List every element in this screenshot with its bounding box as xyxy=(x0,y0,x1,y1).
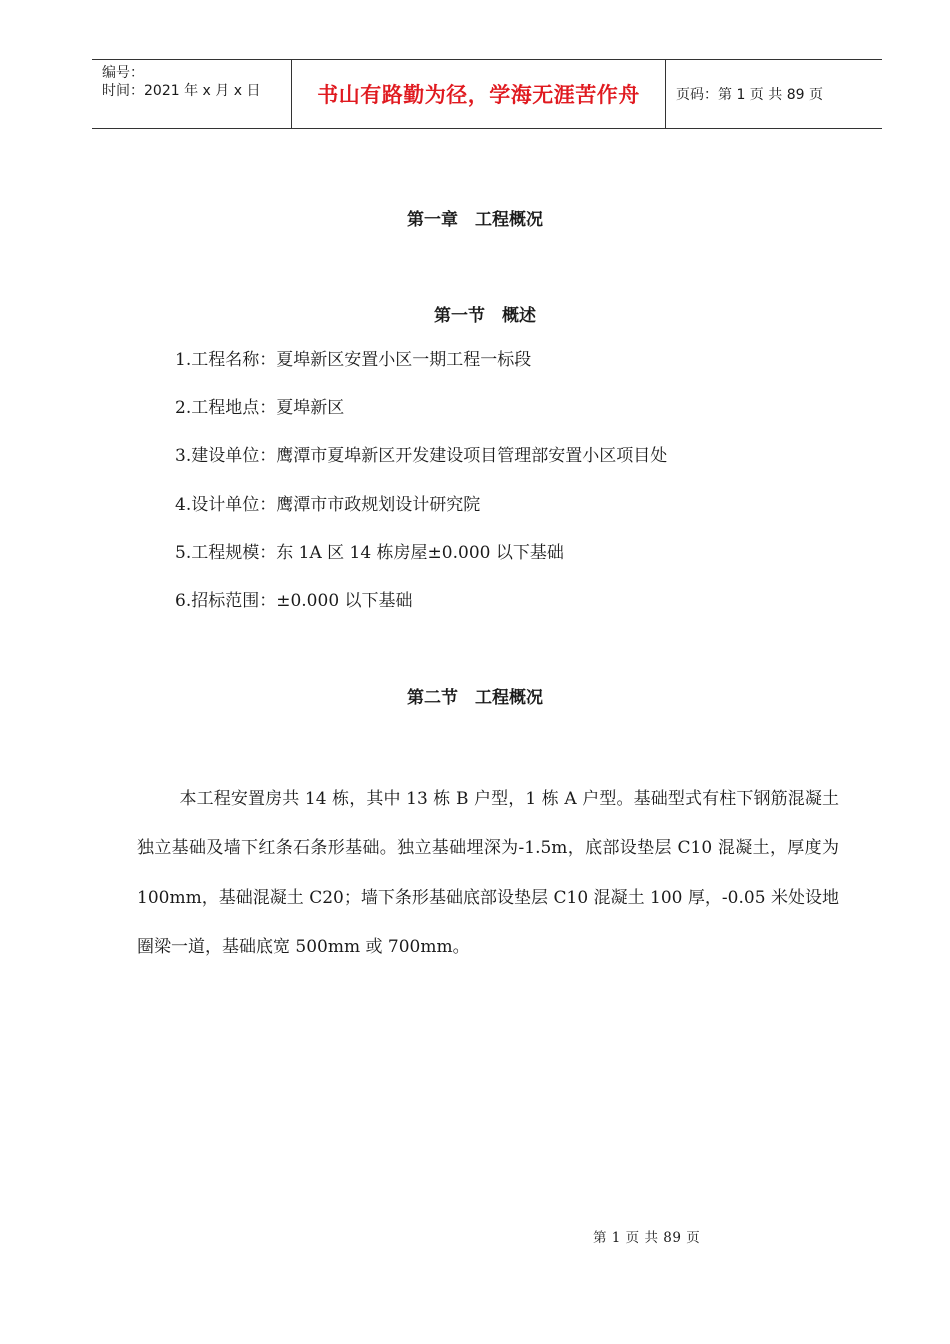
list-item: 1.工程名称：夏埠新区安置小区一期工程一标段 xyxy=(175,350,532,370)
document-number-label: 编号： xyxy=(102,65,144,81)
page-footer: 第 1 页 共 89 页 xyxy=(593,1230,701,1246)
project-info-list xyxy=(175,346,667,635)
header-page-label: 页码：第 1 页 共 89 页 xyxy=(676,87,823,103)
section-title-project-overview: 第二节 工程概况 xyxy=(407,688,543,708)
list-item: 6.招标范围：±0.000 以下基础 xyxy=(175,590,413,611)
document-time-label: 时间：2021 年 x 月 x 日 xyxy=(102,83,261,99)
list-item: 3.建设单位：鹰潭市夏埠新区开发建设项目管理部安置小区项目处 xyxy=(175,446,668,467)
chapter-title: 第一章 工程概况 xyxy=(407,210,543,230)
header-meta xyxy=(92,60,292,128)
list-item: 4.设计单位：鹰潭市市政规划设计研究院 xyxy=(175,494,481,515)
list-item: 2.工程地点：夏埠新区 xyxy=(175,398,345,419)
page-header xyxy=(92,59,882,129)
header-motto: 书山有路勤为径，学海无涯苦作舟 xyxy=(292,60,666,128)
project-description-paragraph: 本工程安置房共 14 栋，其中 13 栋 B 户型，1 栋 A 户型。基础型式有柱下钢筋混凝土独立基础及墙下红条石条形基础。独立基础埋深为-1.5m，底部设垫层 C10 混凝土，厚度为 100mm，基础混凝土 C20；墙下条形基础底部设垫层 C10 混凝土 100 厚，-0.05 米处设地圈梁一道，基础底宽 500mm 或 700mm。 xyxy=(137,789,839,957)
list-item: 5.工程规模：东 1A 区 14 栋房屋±0.000 以下基础 xyxy=(175,542,564,563)
section-title-overview: 第一节 概述 xyxy=(434,306,536,326)
